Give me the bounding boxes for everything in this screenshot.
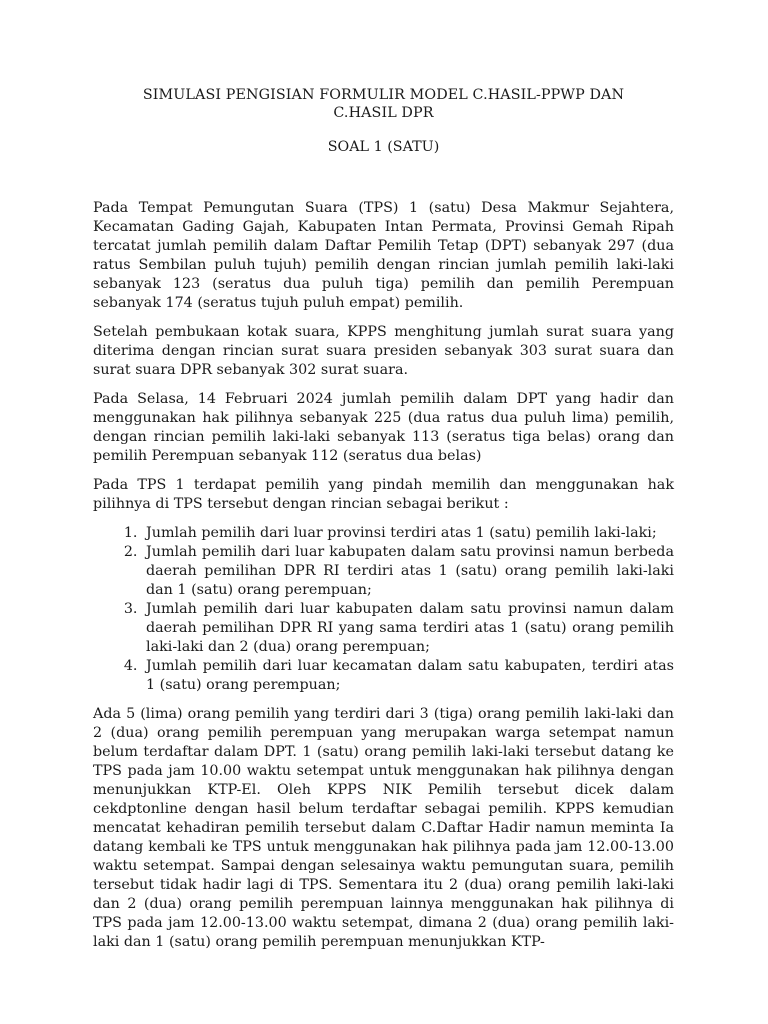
document-body	[93, 199, 674, 952]
paragraph-ballots: Setelah pembukaan kotak suara, KPPS menghitung jumlah surat suara yang diterima dengan rincian surat suara presiden sebanyak 303 surat suara dan surat suara DPR sebanyak 302 surat suara.	[93, 324, 674, 378]
list-item: 4. Jumlah pemilih dari luar kecamatan dalam satu kabupaten, terdiri atas 1 (satu) orang perempuan;	[142, 657, 674, 695]
document-subtitle: SOAL 1 (SATU)	[327, 139, 440, 155]
list-item: 1. Jumlah pemilih dari luar provinsi terdiri atas 1 (satu) pemilih laki-laki;	[142, 524, 674, 543]
paragraph-dpt: Pada Tempat Pemungutan Suara (TPS) 1 (satu) Desa Makmur Sejahtera, Kecamatan Gading Gajah, Kabupaten Intan Permata, Provinsi Gemah Ripah tercatat jumlah pemilih dalam Daftar Pemilih Tetap (DPT) sebanyak 297 (dua ratus Sembilan puluh tujuh) pemilih dengan rincian jumlah pemilih laki-laki sebanyak 123 (seratus dua puluh tiga) pemilih dan pemilih Perempuan sebanyak 174 (seratus tujuh puluh empat) pemilih.	[93, 200, 674, 311]
list-item: 2. Jumlah pemilih dari luar kabupaten dalam satu provinsi namun berbeda daerah pemilihan DPR RI terdiri atas 1 (satu) orang pemilih laki-laki dan 1 (satu) orang perempuan;	[142, 543, 674, 600]
list-item: 3. Jumlah pemilih dari luar kabupaten dalam satu provinsi namun dalam daerah pemilihan DPR RI yang sama terdiri atas 1 (satu) orang pemilih laki-laki dan 2 (dua) orang perempuan;	[142, 600, 674, 657]
document-title: SIMULASI PENGISIAN FORMULIR MODEL C.HASIL-PPWP DAN C.HASIL DPR	[142, 87, 625, 121]
paragraph-unregistered-voters: Ada 5 (lima) orang pemilih yang terdiri dari 3 (tiga) orang pemilih laki-laki dan 2 (dua) orang pemilih perempuan yang merupakan warga setempat namun belum terdaftar dalam DPT. 1 (satu) orang pemilih laki-laki tersebut datang ke TPS pada jam 10.00 waktu setempat untuk menggunakan hak pilihnya dengan menunjukkan KTP-El. Oleh KPPS NIK Pemilih tersebut dicek dalam cekdptonline dengan hasil belum terdaftar sebagai pemilih. KPPS kemudian mencatat kehadiran pemilih tersebut dalam C.Daftar Hadir namun meminta Ia datang kembali ke TPS untuk menggunakan hak pilihnya pada jam 12.00-13.00 waktu setempat. Sampai dengan selesainya waktu pemungutan suara, pemilih tersebut tidak hadir lagi di TPS. Sementara itu 2 (dua) orang pemilih laki-laki dan 2 (dua) orang pemilih perempuan lainnya menggunakan hak pilihnya di TPS pada jam 12.00-13.00 waktu setempat, dimana 2 (dua) orang pemilih laki-laki dan 1 (satu) orang pemilih perempuan menunjukkan KTP-	[93, 706, 674, 950]
moving-voters-list	[93, 524, 674, 695]
paragraph-attendance: Pada Selasa, 14 Februari 2024 jumlah pemilih dalam DPT yang hadir dan menggunakan hak pilihnya sebanyak 225 (dua ratus dua puluh lima) pemilih, dengan rincian pemilih laki-laki sebanyak 113 (seratus tiga belas) orang dan pemilih Perempuan sebanyak 112 (seratus dua belas)	[93, 391, 674, 464]
paragraph-moving-voters: Pada TPS 1 terdapat pemilih yang pindah memilih dan menggunakan hak pilihnya di TPS tersebut dengan rincian sebagai berikut :	[93, 477, 674, 512]
